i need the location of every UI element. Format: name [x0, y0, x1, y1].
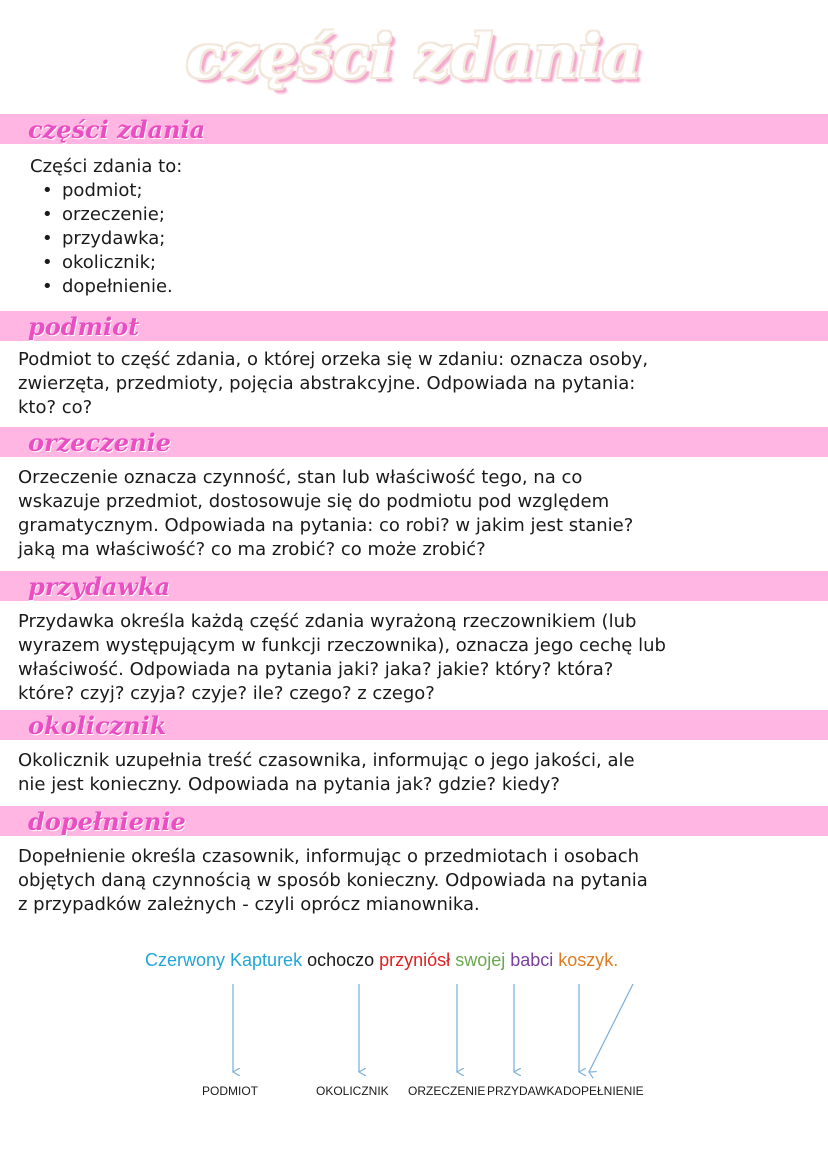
- list-item: • okolicznik;: [62, 251, 828, 275]
- section-band-orzeczenie: [0, 427, 828, 457]
- text-line: objętych daną czynnością w sposób konieczny. Odpowiada na pytania: [18, 870, 648, 891]
- text-line: gramatycznym. Odpowiada na pytania: co robi? w jakim jest stanie?: [18, 515, 634, 536]
- section-body-dopelnienie: [18, 845, 818, 917]
- word-predicate: przyniósł: [379, 950, 451, 970]
- section-band-podmiot: [0, 311, 828, 341]
- label-przydawka: PRZYDAWKA: [487, 1084, 563, 1098]
- section-band-okolicznik: [0, 710, 828, 740]
- word-attribute: swojej: [455, 950, 506, 970]
- section-body-przydawka: [18, 610, 818, 706]
- section-body-okolicznik: [18, 749, 818, 797]
- intro-text: Części zdania to:: [30, 156, 183, 177]
- list-item: • dopełnienie.: [62, 275, 828, 299]
- word-object-babci: babci: [510, 950, 554, 970]
- text-line: kto? co?: [18, 397, 93, 418]
- text-line: Orzeczenie oznacza czynność, stan lub właściwość tego, na co: [18, 467, 583, 488]
- section-body-orzeczenie: [18, 466, 818, 562]
- text-line: Dopełnienie określa czasownik, informując o przedmiotach i osobach: [18, 846, 640, 867]
- parts-list: [30, 179, 828, 299]
- text-line: nie jest konieczny. Odpowiada na pytania jak? gdzie? kiedy?: [18, 774, 560, 795]
- word-subject: Czerwony Kapturek: [145, 950, 303, 970]
- text-line: wyrazem występującym w funkcji rzeczownika), oznacza jego cechę lub: [18, 635, 666, 656]
- list-item: • przydawka;: [62, 227, 828, 251]
- text-line: wskazuje przedmiot, dostosowuje się do podmiotu pod względem: [18, 491, 610, 512]
- text-line: które? czyj? czyja? czyje? ile? czego? z czego?: [18, 683, 435, 704]
- label-podmiot: PODMIOT: [202, 1084, 258, 1098]
- section-body-czesci: [30, 155, 828, 299]
- arrow-dopelnienie-koszyk: [589, 984, 633, 1072]
- word-object-koszyk: koszyk.: [558, 950, 619, 970]
- list-item: • podmiot;: [62, 179, 828, 203]
- list-item: • orzeczenie;: [62, 203, 828, 227]
- text-line: Przydawka określa każdą część zdania wyrażoną rzeczownikiem (lub: [18, 611, 637, 632]
- page-title: części zdania: [186, 22, 642, 92]
- arrows-svg: [0, 950, 828, 1100]
- section-band-czesci: [0, 114, 828, 144]
- section-heading-dopelnienie: dopełnienie: [28, 806, 186, 836]
- section-band-dopelnienie: [0, 806, 828, 836]
- section-heading-przydawka: przydawka: [28, 571, 171, 601]
- text-line: z przypadków zależnych - czyli oprócz mianownika.: [18, 894, 480, 915]
- text-line: właściwość. Odpowiada na pytania jaki? jaka? jakie? który? która?: [18, 659, 614, 680]
- section-body-podmiot: [18, 348, 818, 420]
- section-heading-orzeczenie: orzeczenie: [28, 427, 171, 457]
- section-heading-okolicznik: okolicznik: [28, 710, 167, 740]
- label-dopelnienie: DOPEŁNIENIE: [563, 1084, 644, 1098]
- section-band-przydawka: [0, 571, 828, 601]
- label-orzeczenie: ORZECZENIE: [408, 1084, 486, 1098]
- text-line: jaką ma właściwość? co ma zrobić? co może zrobić?: [18, 539, 486, 560]
- word-adverbial: ochoczo: [307, 950, 375, 970]
- text-line: Podmiot to część zdania, o której orzeka się w zdaniu: oznacza osoby,: [18, 349, 649, 370]
- section-heading-czesci: części zdania: [28, 114, 206, 144]
- sentence-diagram: [0, 950, 828, 1100]
- text-line: Okolicznik uzupełnia treść czasownika, informując o jego jakości, ale: [18, 750, 635, 771]
- text-line: zwierzęta, przedmioty, pojęcia abstrakcyjne. Odpowiada na pytania:: [18, 373, 636, 394]
- section-heading-podmiot: podmiot: [28, 311, 140, 341]
- label-okolicznik: OKOLICZNIK: [316, 1084, 389, 1098]
